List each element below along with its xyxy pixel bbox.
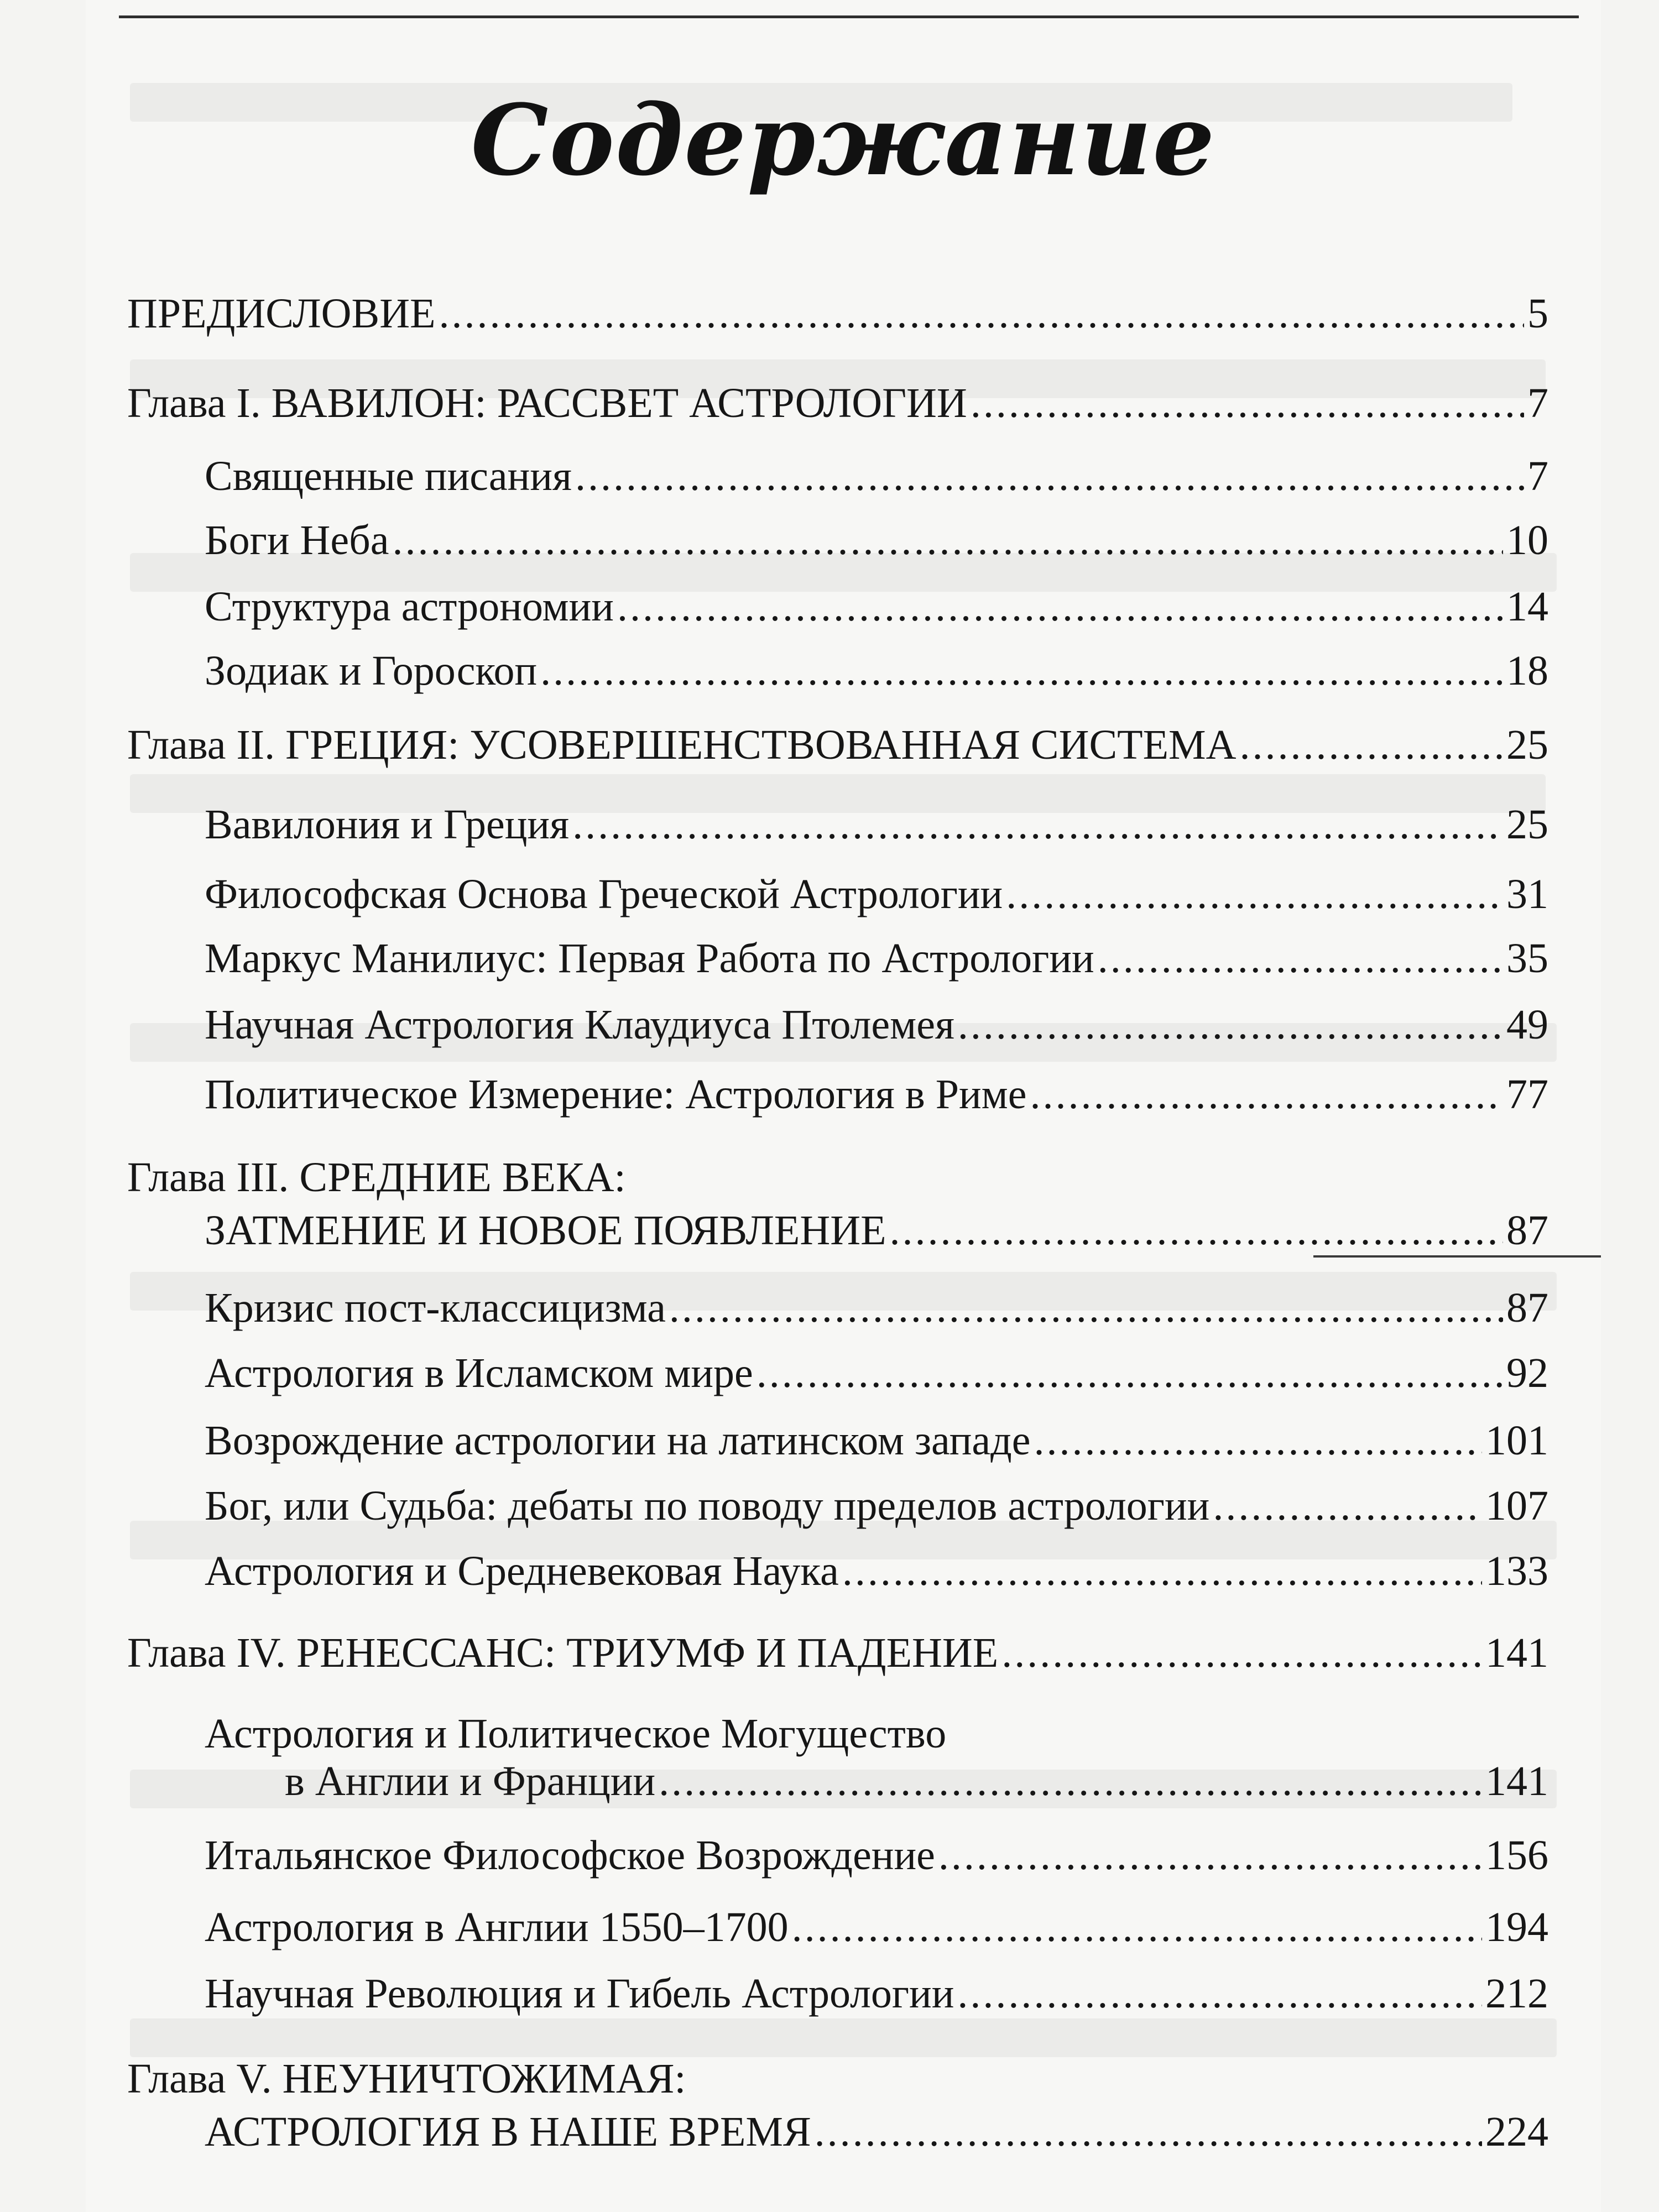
toc-entry [205, 869, 1548, 919]
toc-entry-title: Научная Астрология Клаудиуса Птолемея [205, 1001, 954, 1048]
toc-page-number: 25 [1506, 801, 1548, 848]
toc-entry-title: Астрология в Англии 1550–1700 [205, 1904, 789, 1950]
toc-entry-title: Астрология в Исламском мире [205, 1350, 753, 1396]
toc-entry [205, 1902, 1548, 1952]
toc-entry-title: Бог, или Судьба: дебаты по поводу пределов астрологии [205, 1483, 1210, 1529]
toc-page-number: 18 [1506, 648, 1548, 694]
dot-leader [1098, 933, 1503, 983]
dot-leader [572, 800, 1503, 849]
dot-leader [1001, 1628, 1482, 1678]
page-title: Содержание [471, 83, 1216, 197]
toc-entry [205, 1546, 1548, 1596]
toc-entry [205, 1416, 1548, 1465]
toc-entry-title: Глава I. ВАВИЛОН: РАССВЕТ АСТРОЛОГИИ [127, 380, 967, 426]
toc-entry-title: Вавилония и Греция [205, 801, 570, 848]
toc-page-number: 14 [1506, 583, 1548, 630]
dot-leader [1006, 869, 1503, 919]
toc-chapter-heading: Глава V. НЕУНИЧТОЖИМАЯ: [127, 2056, 686, 2102]
toc-entry-title: в Англии и Франции [285, 1758, 656, 1804]
toc-entry [205, 646, 1548, 696]
dot-leader [971, 378, 1524, 428]
toc-entry [205, 1348, 1548, 1398]
toc-entry-title: Глава IV. РЕНЕССАНС: ТРИУМФ И ПАДЕНИЕ [127, 1630, 999, 1676]
toc-entry [205, 2107, 1548, 2157]
toc-entry [127, 720, 1548, 770]
toc-page-number: 156 [1485, 1832, 1548, 1879]
dot-leader [659, 1756, 1482, 1806]
toc-entry [205, 1830, 1548, 1880]
dot-leader [957, 1969, 1482, 2018]
toc-entry-title: Философская Основа Греческой Астрологии [205, 871, 1003, 917]
toc-entry-title: Структура астрономии [205, 583, 614, 630]
dot-leader [792, 1902, 1482, 1952]
dot-leader [958, 1000, 1503, 1050]
dot-leader [439, 289, 1524, 338]
toc-entry [285, 1756, 1548, 1806]
dot-leader [1213, 1481, 1482, 1531]
dot-leader [1239, 720, 1503, 770]
toc-page-number: 7 [1527, 453, 1548, 499]
toc-chapter-heading: Глава III. СРЕДНИЕ ВЕКА: [127, 1154, 626, 1201]
toc-entry-title: Итальянское Философское Возрождение [205, 1832, 935, 1879]
toc-entry [205, 1969, 1548, 2018]
toc-entry [205, 1206, 1548, 1255]
toc-entry [205, 1000, 1548, 1050]
toc-page-number: 10 [1506, 517, 1548, 564]
dot-leader [1034, 1416, 1482, 1465]
dot-leader [815, 2107, 1482, 2157]
toc-page-number: 194 [1485, 1904, 1548, 1950]
toc-entry-title: Священные писания [205, 453, 572, 499]
toc-entry [205, 1283, 1548, 1333]
dot-leader [1030, 1070, 1504, 1119]
dot-leader [575, 451, 1524, 501]
toc-entry [127, 289, 1548, 338]
toc-entry-title: Зодиак и Гороскоп [205, 648, 538, 694]
toc-entry-title: ЗАТМЕНИЕ И НОВОЕ ПОЯВЛЕНИЕ [205, 1207, 886, 1254]
toc-page-number: 212 [1485, 1970, 1548, 2017]
dot-leader [890, 1206, 1503, 1255]
toc-entry [205, 582, 1548, 632]
toc-entry-title: АСТРОЛОГИЯ В НАШЕ ВРЕМЯ [205, 2109, 811, 2155]
toc-entry-title: Возрождение астрологии на латинском западе [205, 1417, 1031, 1464]
toc-entry-title: Кризис пост-классицизма [205, 1285, 666, 1331]
toc-entry-title: ПРЕДИСЛОВИЕ [127, 290, 436, 337]
toc-entry [205, 933, 1548, 983]
toc-entry-title: Политическое Измерение: Астрология в Риме [205, 1071, 1027, 1118]
dot-leader [938, 1830, 1482, 1880]
toc-page-number: 77 [1506, 1071, 1548, 1118]
dot-leader [393, 515, 1503, 565]
toc-page-number: 31 [1506, 871, 1548, 917]
toc-page-number: 87 [1506, 1285, 1548, 1331]
toc-entry [205, 515, 1548, 565]
dot-leader [669, 1283, 1503, 1333]
toc-page-number: 133 [1485, 1548, 1548, 1594]
toc-page-number: 92 [1506, 1350, 1548, 1396]
toc-entry [127, 378, 1548, 428]
toc-entry-title: Глава II. ГРЕЦИЯ: УСОВЕРШЕНСТВОВАННАЯ СИСТЕМА [127, 722, 1237, 768]
toc-page-number: 107 [1485, 1483, 1548, 1529]
book-page [86, 0, 1601, 2212]
toc-entry-title: Научная Революция и Гибель Астрологии [205, 1970, 954, 2017]
toc-page-number: 224 [1485, 2109, 1548, 2155]
toc-entry [127, 1628, 1548, 1678]
toc-page-number: 5 [1527, 290, 1548, 337]
toc-entry-title: Астрология и Политическое Могущество [205, 1710, 947, 1757]
toc-entry-title: Астрология и Средневековая Наука [205, 1548, 839, 1594]
toc-page-number: 7 [1527, 380, 1548, 426]
toc-page-number: 35 [1506, 935, 1548, 982]
toc-entry [205, 1070, 1548, 1119]
toc-page-number: 87 [1506, 1207, 1548, 1254]
toc-entry-title: Боги Неба [205, 517, 389, 564]
dot-leader [842, 1546, 1482, 1596]
toc-page-number: 101 [1485, 1417, 1548, 1464]
toc-entry [205, 800, 1548, 849]
dot-leader [540, 646, 1503, 696]
toc-entry [205, 451, 1548, 501]
toc-entry [205, 1481, 1548, 1531]
dot-leader [757, 1348, 1503, 1398]
toc-page-number: 141 [1485, 1758, 1548, 1804]
table-of-contents [86, 0, 1601, 2212]
dot-leader [617, 582, 1503, 632]
toc-page-number: 141 [1485, 1630, 1548, 1676]
toc-page-number: 25 [1506, 722, 1548, 768]
toc-entry-title: Маркус Манилиус: Первая Работа по Астрологии [205, 935, 1094, 982]
toc-page-number: 49 [1506, 1001, 1548, 1048]
